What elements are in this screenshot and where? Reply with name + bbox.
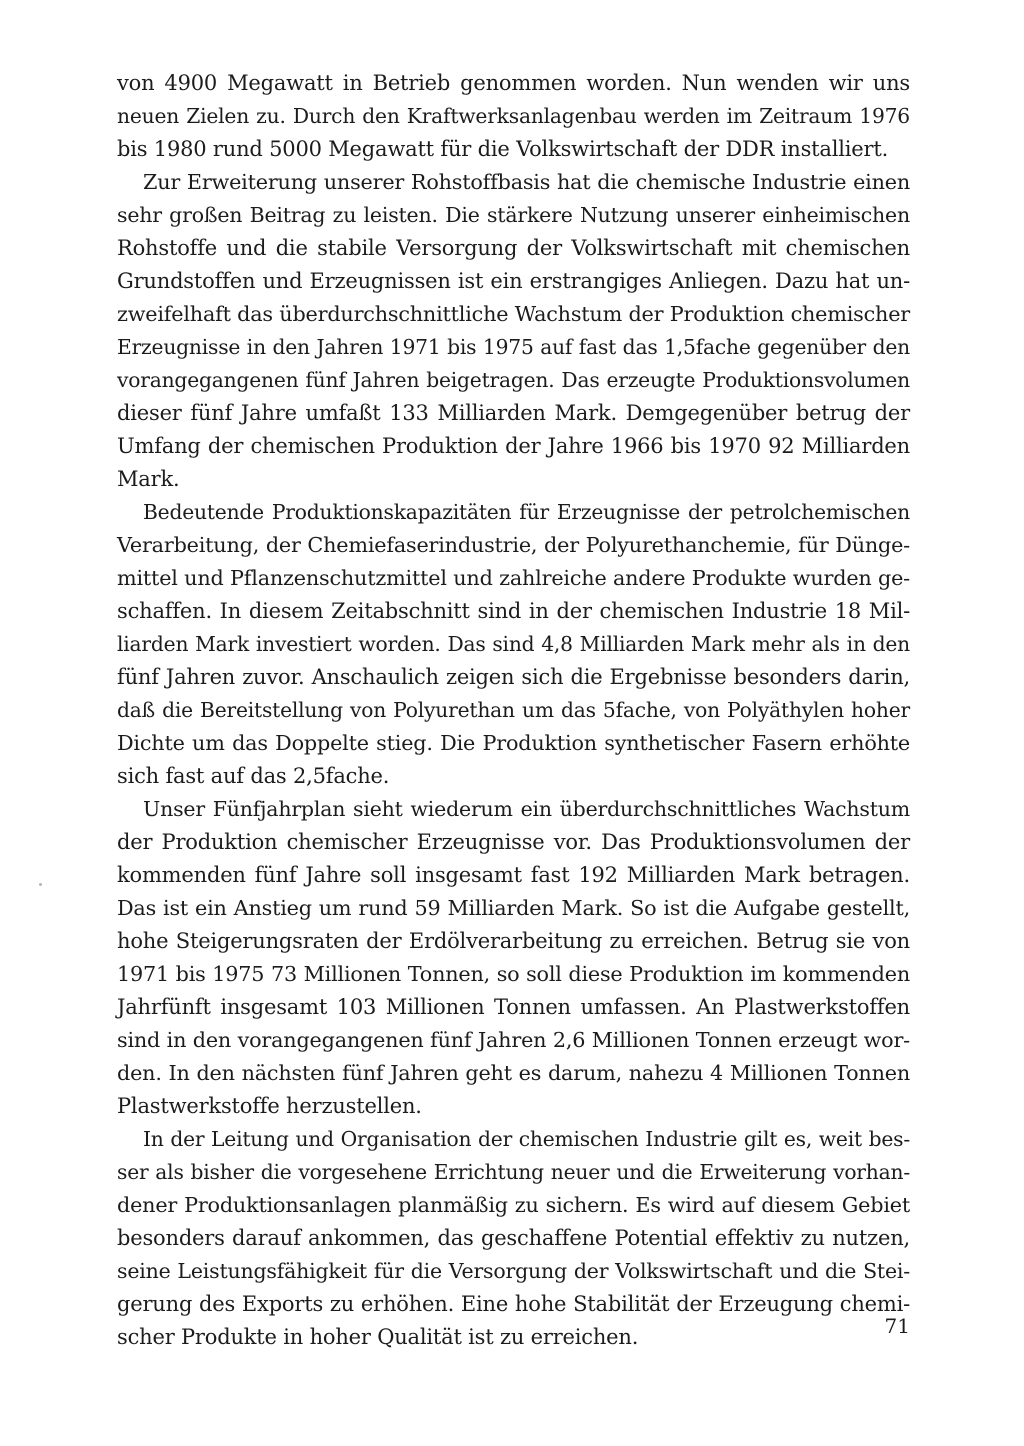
text-line: vorangegangenen fünf Jahren beigetragen. Das erzeugte Produktionsvolumen [117, 368, 910, 392]
text-line: besonders darauf ankommen, das geschaffene Potential effektiv zu nutzen, [117, 1226, 910, 1250]
text-line: Das ist ein Anstieg um rund 59 Milliarden Mark. So ist die Aufgabe gestellt, [117, 896, 910, 920]
text-line: bis 1980 rund 5000 Megawatt für die Volkswirtschaft der DDR installiert. [117, 137, 889, 161]
text-line: Rohstoffe und die stabile Versorgung der Volkswirtschaft mit chemischen [117, 236, 910, 260]
text-line: der Produktion chemischer Erzeugnisse vor. Das Produktionsvolumen der [117, 830, 910, 854]
text-line: Mark. [117, 467, 180, 491]
text-line: dieser fünf Jahre umfaßt 133 Milliarden Mark. Demgegenüber betrug der [117, 401, 910, 425]
page-number: 71 [884, 1314, 910, 1338]
text-line: Dichte um das Doppelte stieg. Die Produktion synthetischer Fasern erhöhte [117, 731, 910, 755]
text-line: Verarbeitung, der Chemiefaserindustrie, der Polyurethanchemie, für Dünge- [117, 533, 910, 557]
text-line: fünf Jahren zuvor. Anschaulich zeigen sich die Ergebnisse besonders darin, [117, 665, 910, 689]
text-line: Bedeutende Produktionskapazitäten für Erzeugnisse der petrolchemischen [143, 500, 910, 524]
text-line: kommenden fünf Jahre soll insgesamt fast 192 Milliarden Mark betragen. [117, 863, 910, 887]
text-line: dener Produktionsanlagen planmäßig zu sichern. Es wird auf diesem Gebiet [117, 1193, 910, 1217]
text-line: Plastwerkstoffe herzustellen. [117, 1094, 422, 1118]
text-line: von 4900 Megawatt in Betrieb genommen worden. Nun wenden wir uns [117, 71, 910, 95]
text-line: seine Leistungsfähigkeit für die Versorgung der Volkswirtschaft und die Stei- [117, 1259, 910, 1283]
book-page [117, 67, 910, 1397]
text-line: 1971 bis 1975 73 Millionen Tonnen, so soll diese Produktion im kommenden [117, 962, 910, 986]
text-line: daß die Bereitstellung von Polyurethan um das 5fache, von Polyäthylen hoher [117, 698, 910, 722]
margin-mark [39, 883, 42, 886]
text-line: Unser Fünfjahrplan sieht wiederum ein überdurchschnittliches Wachstum [143, 797, 910, 821]
text-line: sich fast auf das 2,5fache. [117, 764, 390, 788]
text-line: ser als bisher die vorgesehene Errichtung neuer und die Erweiterung vorhan- [117, 1160, 910, 1184]
text-line: mittel und Pflanzenschutzmittel und zahlreiche andere Produkte wurden ge- [117, 566, 910, 590]
text-line: schaffen. In diesem Zeitabschnitt sind in der chemischen Industrie 18 Mil- [117, 599, 910, 623]
text-line: Erzeugnisse in den Jahren 1971 bis 1975 auf fast das 1,5fache gegenüber den [117, 335, 910, 359]
text-line: neuen Zielen zu. Durch den Kraftwerksanlagenbau werden im Zeitraum 1976 [117, 104, 910, 128]
text-line: hohe Steigerungsraten der Erdölverarbeitung zu erreichen. Betrug sie von [117, 929, 910, 953]
text-line: Grundstoffen und Erzeugnissen ist ein erstrangiges Anliegen. Dazu hat un- [117, 269, 910, 293]
text-line: gerung des Exports zu erhöhen. Eine hohe Stabilität der Erzeugung chemi- [117, 1292, 910, 1316]
text-line: Jahrfünft insgesamt 103 Millionen Tonnen umfassen. An Plastwerkstoffen [117, 995, 910, 1019]
text-line: den. In den nächsten fünf Jahren geht es darum, nahezu 4 Millionen Tonnen [117, 1061, 910, 1085]
text-line: liarden Mark investiert worden. Das sind 4,8 Milliarden Mark mehr als in den [117, 632, 910, 656]
text-line: In der Leitung und Organisation der chemischen Industrie gilt es, weit bes- [143, 1127, 910, 1151]
text-line: Zur Erweiterung unserer Rohstoffbasis hat die chemische Industrie einen [143, 170, 910, 194]
text-line: scher Produkte in hoher Qualität ist zu erreichen. [117, 1325, 639, 1349]
text-line: sind in den vorangegangenen fünf Jahren 2,6 Millionen Tonnen erzeugt wor- [117, 1028, 910, 1052]
text-line: zweifelhaft das überdurchschnittliche Wachstum der Produktion chemischer [117, 302, 910, 326]
text-line: Umfang der chemischen Produktion der Jahre 1966 bis 1970 92 Milliarden [117, 434, 910, 458]
text-line: sehr großen Beitrag zu leisten. Die stärkere Nutzung unserer einheimischen [117, 203, 910, 227]
